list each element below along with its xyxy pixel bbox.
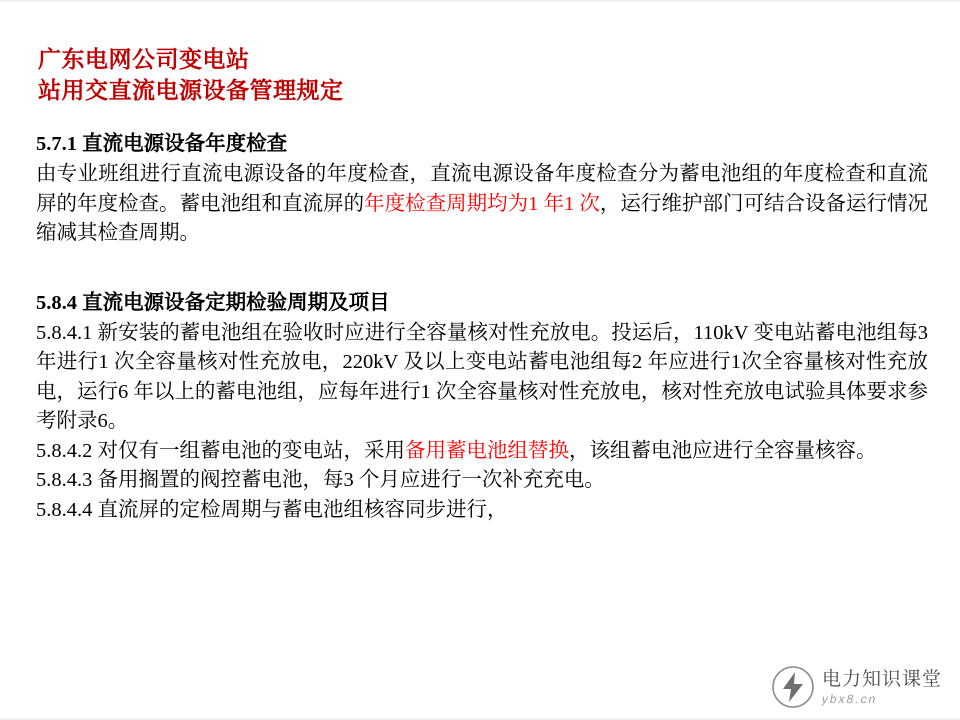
section-5-7-1 (36, 130, 928, 249)
run-text: 5.8.4.3 备用搁置的阀控蓄电池，每3 个月应进行一次补充充电。 (36, 469, 605, 491)
slide-title-line-1: 广东电网公司变电站 (38, 47, 250, 72)
slide-top-edge (0, 0, 960, 2)
run-text: 5.8.4.2 对仅有一组蓄电池的变电站，采用 (36, 439, 405, 462)
watermark-title: 电力知识课堂 (821, 668, 942, 690)
section-heading-5-7-1: 5.7.1 直流电源设备年度检查 (36, 133, 288, 155)
section-5-8-4 (36, 289, 928, 526)
paragraph-5-8-4-1 (36, 319, 928, 437)
watermark (772, 666, 942, 708)
slide-title-line-2: 站用交直流电源设备管理规定 (38, 78, 344, 103)
slide-title (38, 44, 344, 106)
run-text: 由专业班组进行直流电源设备的年度检查，直流电源设备年度检查分为蓄电池组的年度检查和直流屏的年度检查。蓄电池组和直流屏的 (36, 163, 928, 215)
paragraph-5-8-4-2 (36, 437, 928, 467)
run-text-highlight: 年度检查周期均为1 年1 次 (364, 192, 600, 215)
run-text: 5.8.4.1 新安装的蓄电池组在验收时应进行全容量核对性充放电。投运后，110kV 变电站蓄电池组每3 年进行1 次全容量核对性充放电，220kV 及以上变电站蓄电池组每2 年应进行1次全容量核对性充放电，运行6 年以上的蓄电池组，应每年进行1 次全容量核对性充放电，核对性充放电试验具体要求参考附录6。 (36, 321, 928, 432)
run-text: ，该组蓄电池应进行全容量核容。 (569, 439, 877, 462)
run-text: 5.8.4.4 直流屏的定检周期与蓄电池组核容同步进行， (36, 498, 508, 521)
watermark-subtitle: ybx8.cn (820, 691, 879, 706)
section-heading-5-8-4: 5.8.4 直流电源设备定期检验周期及项目 (36, 291, 390, 314)
lightning-logo-icon (772, 666, 814, 708)
paragraph-5-8-4-4 (36, 496, 928, 526)
watermark-text (822, 670, 942, 705)
run-text-highlight: 备用蓄电池组替换 (405, 439, 569, 462)
slide-body (36, 130, 928, 525)
section-spacer (36, 249, 928, 289)
paragraph-5-8-4-3 (36, 466, 928, 496)
run-text: ，运行维护部门可结合设备运行情况缩减其检查周期。 (36, 192, 929, 244)
paragraph-5-7-1 (36, 160, 928, 249)
